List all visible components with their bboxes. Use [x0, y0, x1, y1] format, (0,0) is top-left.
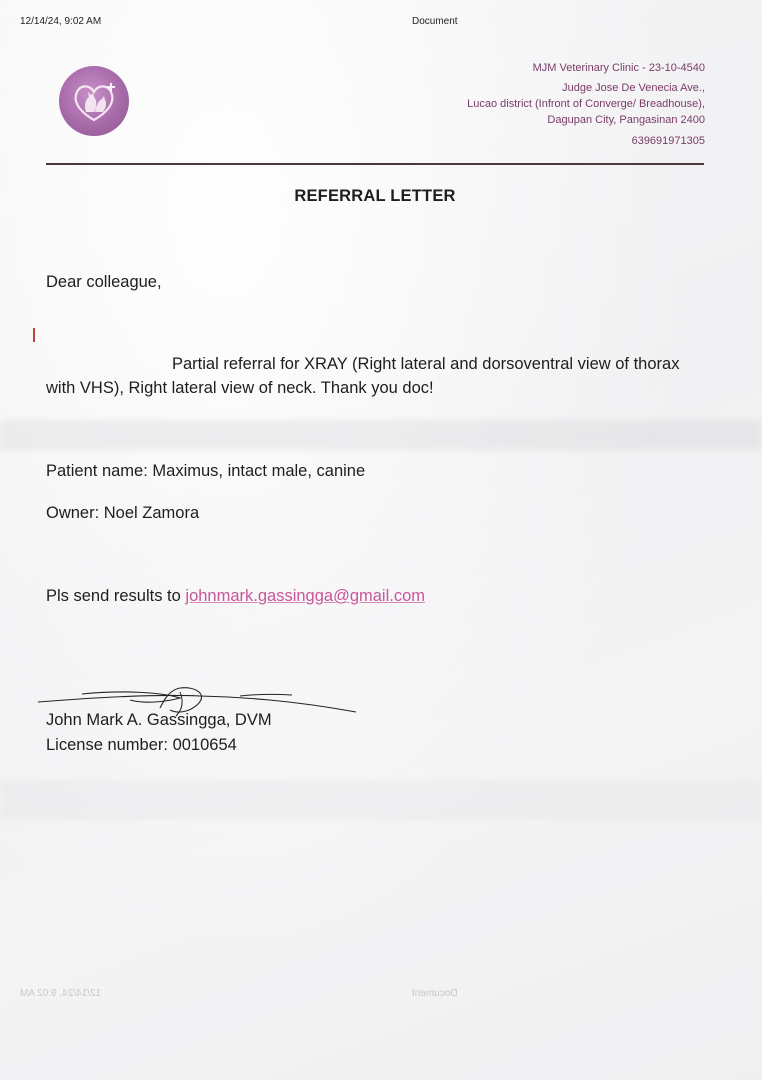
signatory-name: John Mark A. Gassingga, DVM [46, 711, 272, 729]
paper-crease [0, 780, 762, 820]
salutation: Dear colleague, [46, 273, 162, 291]
clinic-name: MJM Veterinary Clinic - 23-10-4540 [532, 62, 705, 74]
bleed-through-title: Document [412, 988, 458, 999]
bleed-through-timestamp: 12/14/24, 9:02 AM [20, 988, 102, 999]
cat-dog-heart-logo-icon [59, 66, 129, 136]
clinic-info [467, 60, 705, 149]
results-request [46, 584, 425, 608]
clinic-address-line: Lucao district (Infront of Converge/ Breadhouse), [467, 98, 705, 110]
owner-line: Owner: Noel Zamora [46, 504, 200, 522]
stray-ink-mark [33, 328, 35, 342]
clinic-phone: 639691971305 [631, 135, 705, 147]
header-divider [46, 163, 704, 165]
print-document-title: Document [412, 16, 458, 27]
clinic-address-line: Dagupan City, Pangasinan 2400 [547, 114, 705, 126]
patient-line: Patient name: Maximus, intact male, canine [46, 462, 366, 480]
paper-crease [0, 420, 762, 450]
clinic-address-line: Judge Jose De Venecia Ave., [562, 82, 705, 94]
referral-text: Partial referral for XRAY (Right lateral and dorsoventral view of thorax with VHS), Right lateral view of neck. Thank you doc! [46, 355, 680, 397]
letter-title: REFERRAL LETTER [294, 187, 456, 205]
results-email-link[interactable]: johnmark.gassingga@gmail.com [185, 587, 426, 605]
results-prefix: Pls send results to [46, 587, 186, 605]
print-timestamp: 12/14/24, 9:02 AM [20, 16, 102, 27]
clinic-logo [59, 66, 129, 136]
license-number: License number: 0010654 [46, 736, 237, 754]
